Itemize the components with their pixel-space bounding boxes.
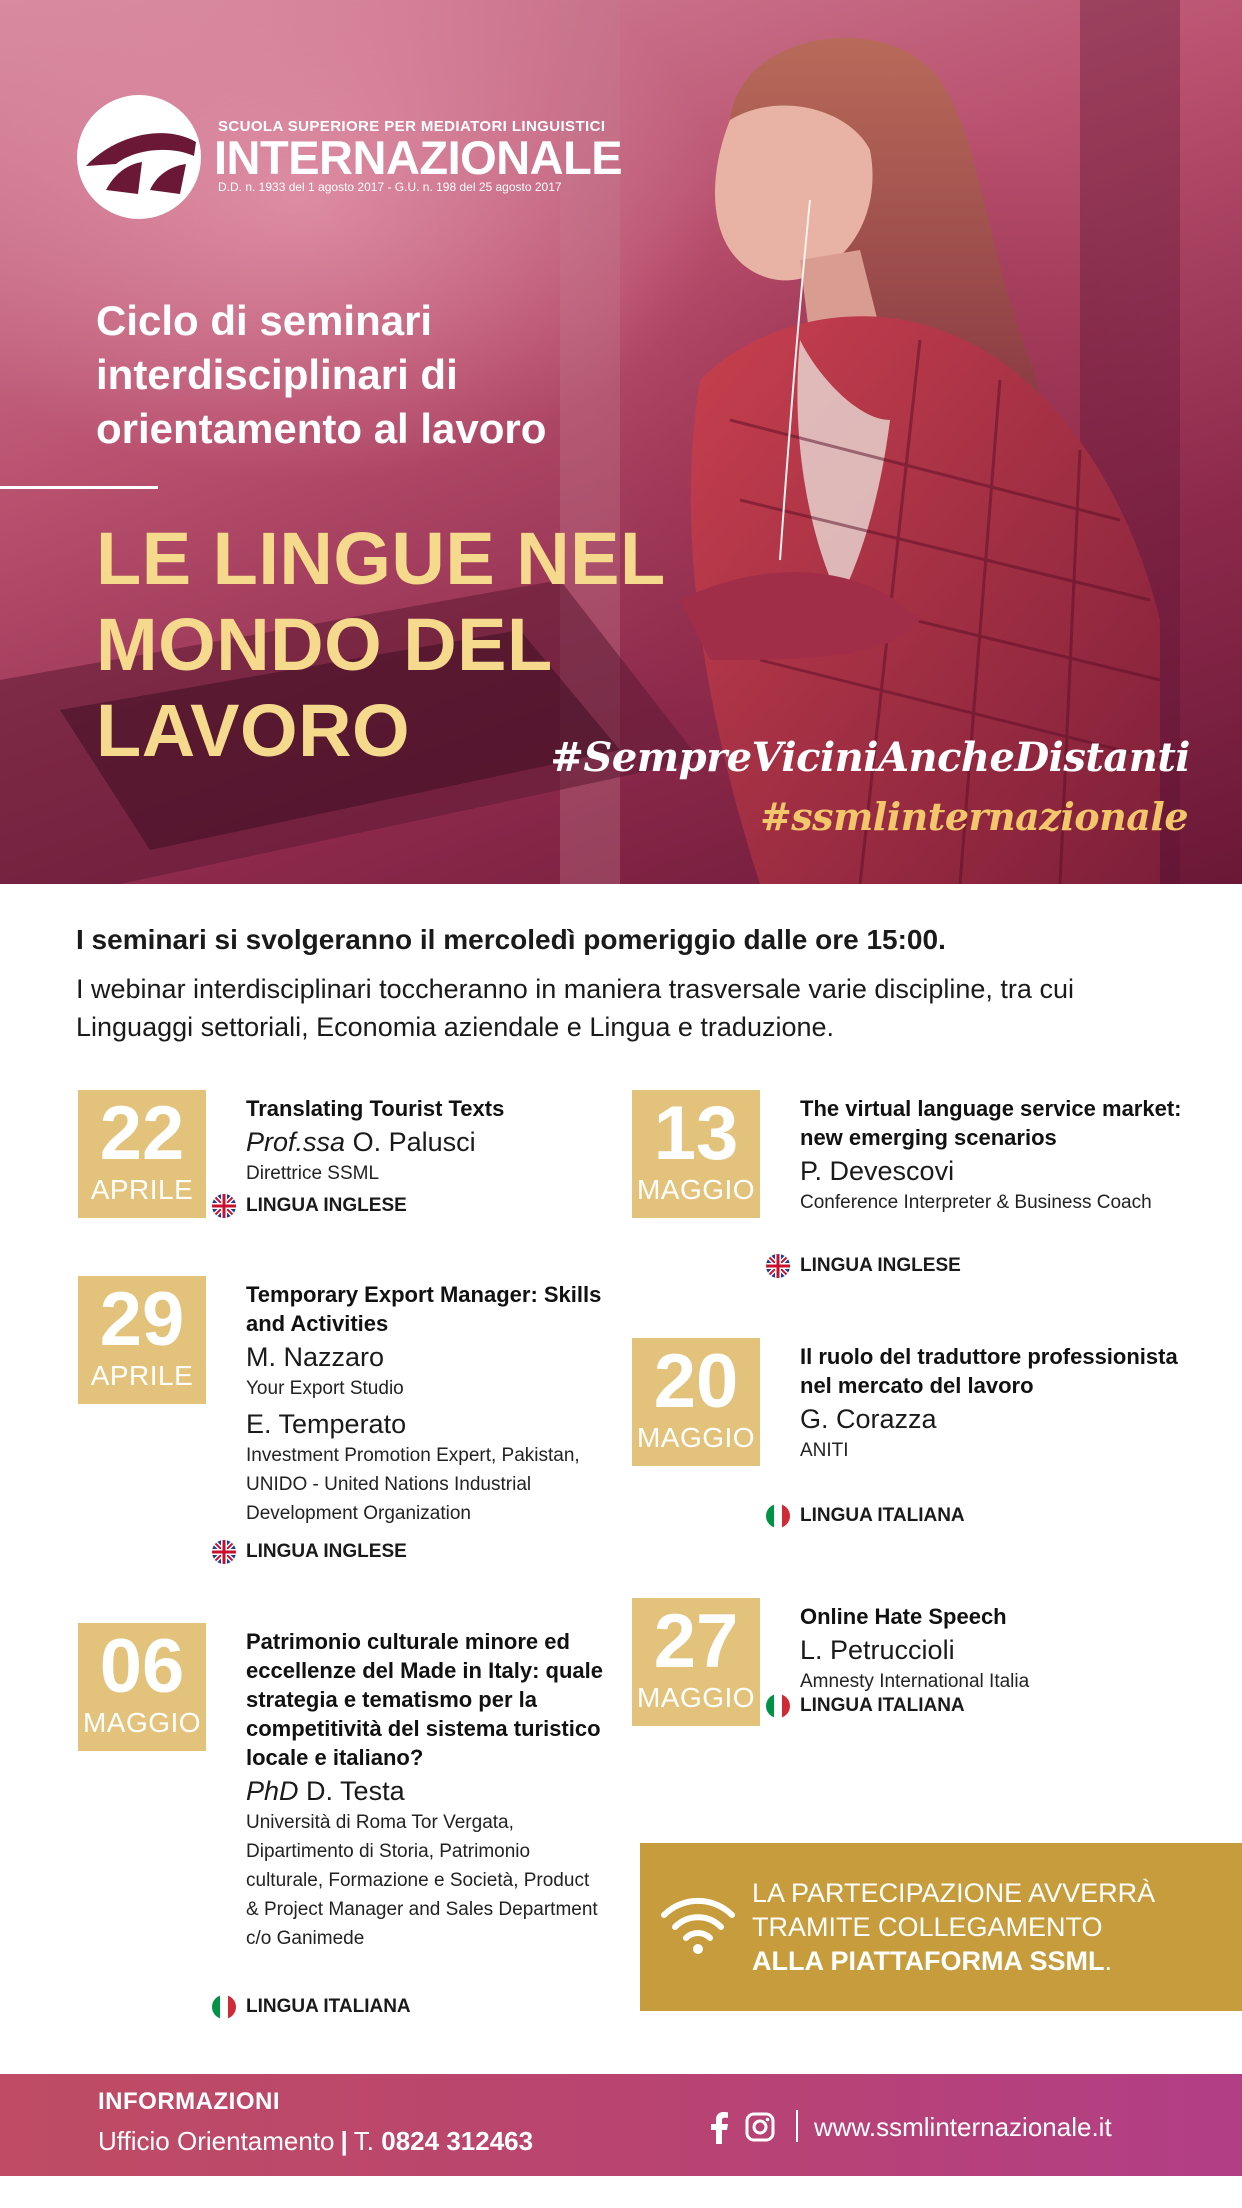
date-month: APRILE: [90, 1360, 194, 1391]
date-badge: [632, 1338, 760, 1466]
speaker-affiliation: Università di Roma Tor Vergata, Dipartimento di Storia, Patrimonio culturale, Formazione e Società, Product & Project Manager and Sales Department c/o Ganimede: [246, 1812, 598, 1949]
uk-flag-icon: [766, 1254, 790, 1278]
speaker-name: P. Devescovi: [800, 1156, 955, 1186]
language-label: LINGUA INGLESE: [246, 1541, 407, 1562]
event-language: [766, 1694, 965, 1718]
speaker-name-text: D. Testa: [306, 1776, 405, 1806]
uk-flag-icon: [212, 1194, 236, 1218]
speaker-name-text: O. Palusci: [352, 1127, 476, 1157]
speaker-affiliation: Conference Interpreter & Business Coach: [800, 1192, 1152, 1213]
date-badge: [78, 1090, 206, 1218]
participation-callout: [640, 1843, 1242, 2011]
page-title: LE LINGUE NEL MONDO DEL LAVORO: [96, 517, 665, 772]
speaker-name: E. Temperato: [246, 1409, 407, 1439]
speaker-name: [246, 1125, 606, 1159]
date-badge: [632, 1090, 760, 1218]
school-decree: D.D. n. 1933 del 1 agosto 2017 - G.U. n. 198 del 25 agosto 2017: [218, 180, 562, 194]
wifi-icon: [660, 1893, 736, 1955]
footer-separator: |: [340, 2126, 348, 2156]
footer-phone[interactable]: 0824 312463: [381, 2126, 534, 2156]
callout-line-2: TRAMITE COLLEGAMENTO: [752, 1912, 1103, 1942]
footer-contact: [98, 2126, 533, 2157]
language-label: LINGUA ITALIANA: [800, 1505, 965, 1526]
date-month: APRILE: [90, 1174, 194, 1205]
callout-line-3: [752, 1944, 1155, 1978]
language-label: LINGUA ITALIANA: [800, 1695, 965, 1716]
footer-divider: [796, 2110, 798, 2142]
speaker-name: G. Corazza: [800, 1404, 937, 1434]
school-logo-icon: [76, 94, 202, 220]
event-language: [212, 1540, 407, 1564]
date-day: 22: [99, 1091, 185, 1176]
event-language: [212, 1995, 411, 2019]
date-badge: [632, 1598, 760, 1726]
date-month: MAGGIO: [636, 1422, 756, 1453]
speaker-affiliation: Direttrice SSML: [246, 1163, 380, 1184]
speaker-prefix: Prof.ssa: [246, 1127, 346, 1157]
uk-flag-icon: [212, 1540, 236, 1564]
footer-office: Ufficio Orientamento: [98, 2126, 335, 2156]
callout-line-1: LA PARTECIPAZIONE AVVERRÀ: [752, 1878, 1156, 1908]
footer-phone-prefix: T.: [353, 2126, 375, 2156]
school-name: INTERNAZIONALE: [214, 131, 623, 184]
speaker-affiliation: Amnesty International Italia: [800, 1671, 1030, 1692]
callout-text: [752, 1876, 1155, 1978]
date-month: MAGGIO: [82, 1707, 202, 1738]
event-title: Temporary Export Manager: Skills and Activities: [246, 1282, 602, 1336]
seminar-subtitle: Ciclo di seminari interdisciplinari di orientamento al lavoro: [96, 297, 547, 452]
event-language: [766, 1504, 965, 1528]
date-day: 29: [99, 1277, 185, 1362]
intro-description: I webinar interdisciplinari toccheranno in maniera trasversale varie discipline, tra cui Linguaggi settoriali, Economia aziendale e Lingua e traduzione.: [76, 974, 1074, 1042]
italy-flag-icon: [212, 1995, 236, 2019]
title-divider: [0, 486, 158, 489]
event-title: Online Hate Speech: [800, 1604, 1007, 1629]
hashtag-secondary: #ssmlinternazionale: [759, 794, 1188, 839]
date-day: 06: [99, 1624, 185, 1709]
event-title: Translating Tourist Texts: [246, 1096, 505, 1121]
date-badge: [78, 1623, 206, 1751]
footer: [0, 2074, 1242, 2176]
date-day: 20: [653, 1339, 739, 1424]
date-day: 13: [653, 1091, 739, 1176]
facebook-icon[interactable]: [708, 2112, 730, 2144]
speaker-affiliation: Investment Promotion Expert, Pakistan, UNIDO - United Nations Industrial Development Organization: [246, 1445, 580, 1524]
instagram-icon[interactable]: [745, 2112, 775, 2142]
speaker-name: M. Nazzaro: [246, 1342, 385, 1372]
event-language: [766, 1254, 961, 1278]
website-link[interactable]: www.ssmlinternazionale.it: [814, 2112, 1112, 2142]
footer-info-label: INFORMAZIONI: [98, 2088, 280, 2115]
event-title: The virtual language service market: new emerging scenarios: [800, 1096, 1182, 1150]
speaker-affiliation: ANITI: [800, 1440, 849, 1461]
event-language: [212, 1194, 407, 1218]
event-title: Il ruolo del traduttore professionista nel mercato del lavoro: [800, 1344, 1178, 1398]
speaker-name: L. Petruccioli: [800, 1635, 955, 1665]
callout-line-3-bold: ALLA PIATTAFORMA SSML: [752, 1946, 1105, 1976]
date-month: MAGGIO: [636, 1682, 756, 1713]
language-label: LINGUA INGLESE: [800, 1255, 961, 1276]
date-month: MAGGIO: [636, 1174, 756, 1205]
date-day: 27: [653, 1599, 739, 1684]
hero-banner: [0, 0, 1242, 884]
callout-line-3-end: .: [1104, 1946, 1112, 1976]
event-title: Patrimonio culturale minore ed eccellenze del Made in Italy: quale strategia e tematismo per la competitività del sistema turistico locale e italiano?: [246, 1629, 604, 1770]
italy-flag-icon: [766, 1694, 790, 1718]
speaker-affiliation: Your Export Studio: [246, 1378, 404, 1399]
speaker-prefix: PhD: [246, 1776, 299, 1806]
language-label: LINGUA INGLESE: [246, 1195, 407, 1216]
intro-schedule: I seminari si svolgeranno il mercoledì pomeriggio dalle ore 15:00.: [76, 924, 946, 955]
italy-flag-icon: [766, 1504, 790, 1528]
school-tagline: SCUOLA SUPERIORE PER MEDIATORI LINGUISTICI: [218, 118, 606, 135]
language-label: LINGUA ITALIANA: [246, 1996, 411, 2017]
speaker-name: [246, 1774, 606, 1808]
date-badge: [78, 1276, 206, 1404]
hashtag-primary: #SempreViciniAncheDistanti: [550, 734, 1190, 781]
